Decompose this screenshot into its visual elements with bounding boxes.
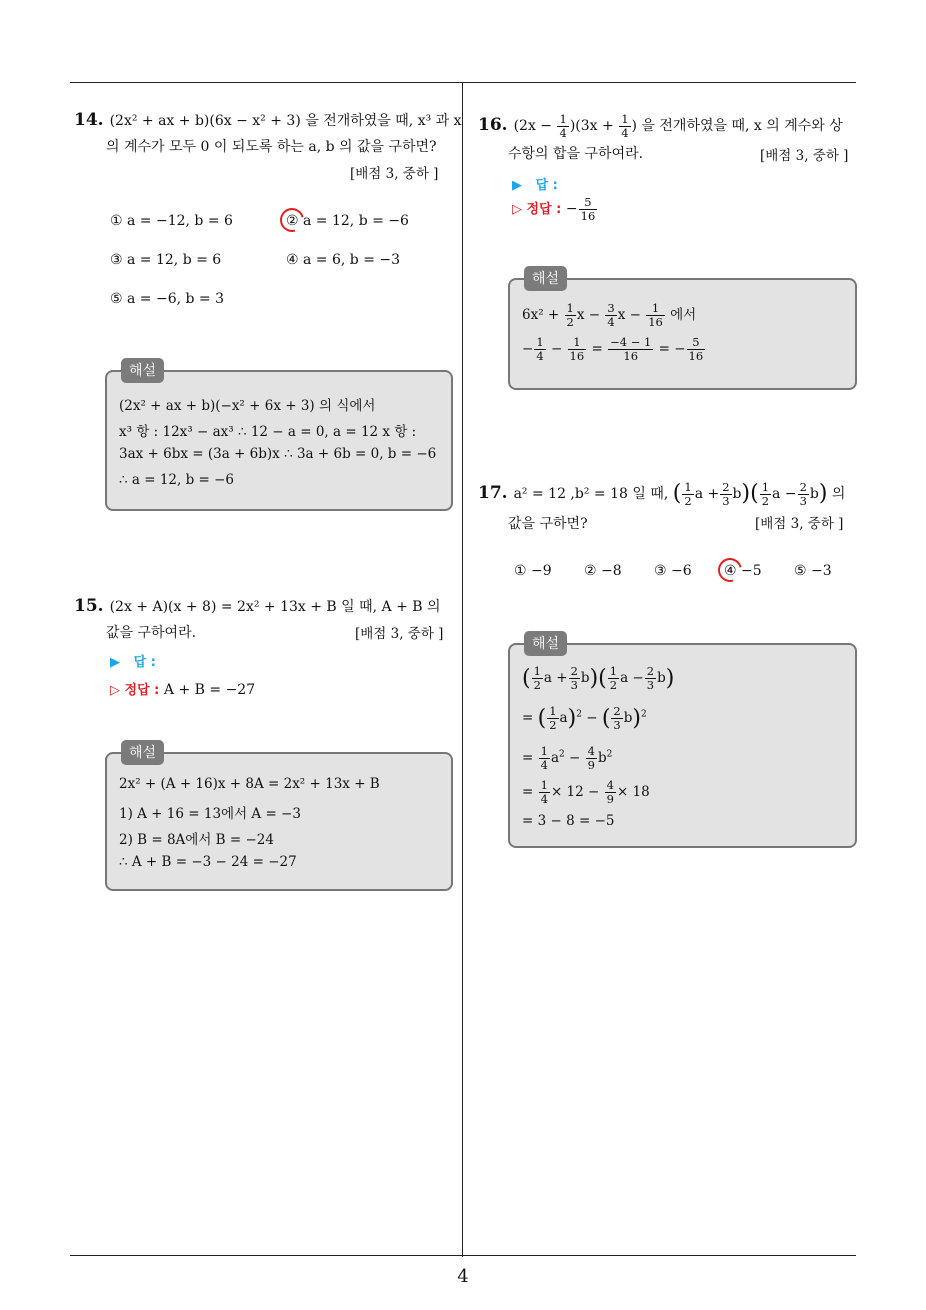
explanation-line: = $\frac{1}{4}$ $a^2$ − $\frac{4}{9}$ $b^2$ (522, 744, 613, 772)
selected-answer-mark (276, 204, 309, 237)
choice-1[interactable]: ① a = −12, b = 6 (110, 213, 233, 229)
choice-5[interactable]: ⑤ −3 (794, 563, 832, 579)
explanation-line: 3ax + 6bx = (3a + 6b)x ∴ 3a + 6b = 0, b = −6 (119, 446, 437, 462)
question-text-line1: (2x + A)(x + 8) = 2x² + 13x + B 일 때, A + B 의 (109, 599, 441, 615)
explanation-line: 2) B = 8A에서 B = −24 (119, 832, 274, 848)
question-number: 15. (74, 596, 104, 616)
answer-row (110, 651, 156, 670)
question-meta: [배점 3, 중하 ] (350, 166, 439, 182)
selected-answer-mark (714, 554, 747, 587)
correct-sign: − (565, 201, 578, 217)
play-icon: ▶ (512, 178, 522, 193)
triangle-outline-icon: ▷ (110, 683, 120, 698)
question-text-line2: 값을 구하여라. (106, 625, 197, 641)
column-divider (462, 82, 463, 1257)
explanation-line: − $\frac{1}{4}$ − $\frac{1}{16}$ = $\frac{-4 - 1}{16}$ = − $\frac{5}{16}$ (522, 335, 704, 363)
question-text-part: ) 을 전개하였을 때, x 의 계수와 상 (631, 118, 843, 134)
question-meta: [배점 3, 중하 ] (760, 148, 849, 164)
explanation-line: (2x² + ax + b)(−x² + 6x + 3) 의 식에서 (119, 398, 376, 414)
question-meta: [배점 3, 중하 ] (355, 626, 444, 642)
bottom-rule (70, 1255, 856, 1256)
choice-4[interactable]: ④ a = 6, b = −3 (286, 252, 401, 268)
explanation-box (105, 745, 453, 891)
fraction: $\frac{1}{4}$ (621, 111, 629, 140)
explanation-line: = ( $\frac{1}{2}$ a)$^2$ − ( $\frac{2}{3}$ b)$^2$ (522, 704, 647, 732)
choice-2[interactable]: ② a = 12, b = −6 (286, 213, 409, 229)
fraction: $\frac{1}{4}$ (559, 111, 567, 140)
question-text-line2: 의 계수가 모두 0 이 되도록 하는 a, b 의 값을 구하면? (106, 139, 437, 155)
question-text-line1: (2x² + ax + b)(6x − x² + 3) 을 전개하였을 때, x³ 과 x (109, 113, 462, 129)
answer-row (512, 174, 558, 193)
question-text-line2: 수항의 합을 구하여라. (508, 146, 644, 162)
question-number: 14. (74, 110, 104, 130)
explanation-tab: 해설 (121, 358, 164, 383)
choice-3[interactable]: ③ −6 (654, 563, 692, 579)
choice-1[interactable]: ① −9 (514, 563, 552, 579)
question-number: 17. (478, 483, 508, 503)
triangle-outline-icon: ▷ (512, 202, 522, 217)
explanation-tab: 해설 (524, 631, 567, 656)
question-14 (74, 107, 462, 160)
correct-label: 정답 : (124, 683, 160, 698)
choice-5[interactable]: ⑤ a = −6, b = 3 (110, 291, 225, 307)
explanation-line: = $\frac{1}{4}$ × 12 − $\frac{4}{9}$ × 18 (522, 778, 650, 806)
explanation-box (105, 363, 453, 511)
choice-4[interactable]: ④ −5 (724, 563, 762, 579)
question-text-part: a² = 12 ,b² = 18 일 때, (513, 486, 669, 502)
explanation-line: ∴ A + B = −3 − 24 = −27 (119, 854, 297, 870)
question-text-line2: 값을 구하면? (508, 516, 588, 532)
answer-label: 답 : (133, 655, 156, 670)
top-rule (70, 82, 856, 83)
question-text-part: (2x − (513, 118, 553, 134)
explanation-tab: 해설 (121, 740, 164, 765)
question-text-part: 의 (831, 486, 846, 502)
choice-3[interactable]: ③ a = 12, b = 6 (110, 252, 222, 268)
correct-answer-row (110, 679, 255, 698)
correct-answer-row (512, 196, 598, 223)
answer-label: 답 : (535, 178, 558, 193)
explanation-line: ∴ a = 12, b = −6 (119, 472, 235, 488)
explanation-tab: 해설 (524, 266, 567, 291)
correct-fraction: $\frac{5}{16}$ (580, 195, 596, 223)
correct-value: A + B = −27 (163, 682, 256, 698)
explanation-line: 6x² + $\frac{1}{2}$ x − $\frac{3}{4}$ x − $\frac{1}{16}$ 에서 (522, 301, 697, 329)
question-number: 16. (478, 115, 508, 135)
play-icon: ▶ (110, 655, 120, 670)
explanation-line: = 3 − 8 = −5 (522, 813, 615, 829)
explanation-box (508, 271, 857, 390)
choice-2[interactable]: ② −8 (584, 563, 622, 579)
page-number: 4 (457, 1266, 469, 1287)
question-meta: [배점 3, 중하 ] (755, 516, 844, 532)
question-expression: ( $\frac{1}{2}$ a + $\frac{2}{3}$ b)( $\frac{1}{2}$ a − $\frac{2}{3}$ b) (672, 479, 828, 508)
question-text-part: )(3x + (569, 118, 614, 134)
explanation-line: x³ 항 : 12x³ − ax³ ∴ 12 − a = 0, a = 12 x 항 : (119, 424, 417, 440)
explanation-line: ( $\frac{1}{2}$ a + $\frac{2}{3}$ b)( $\frac{1}{2}$ a − $\frac{2}{3}$ b) (522, 664, 675, 692)
explanation-line: 2x² + (A + 16)x + 8A = 2x² + 13x + B (119, 776, 380, 792)
explanation-box (508, 636, 857, 848)
explanation-line: 1) A + 16 = 13에서 A = −3 (119, 806, 301, 822)
correct-label: 정답 : (526, 202, 562, 217)
